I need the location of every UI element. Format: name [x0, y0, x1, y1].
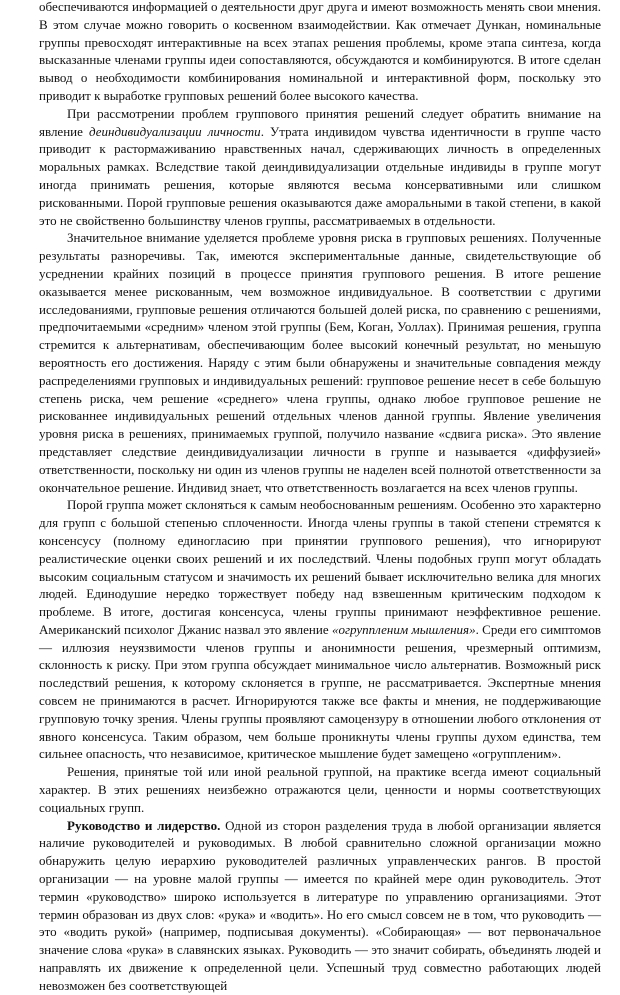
paragraph-5-text: Решения, принятые той или иной реальной группой, на практике всегда имеют социальный характер. В этих решениях неизбежно отражаются цели, ценности и нормы соответствующих социальных групп. [39, 764, 601, 815]
term-deindividualization: деиндивидуализации личности [89, 123, 261, 139]
paragraph-2 [39, 105, 601, 230]
paragraph-1-text: обеспечиваются информацией о деятельности друг друга и имеют возможность менять свои мнения. В этом случае можно говорить о косвенном взаимодействии. Как отмечает Дункан, номинальные группы превосходят интерактивные на всех этапах решения проблемы, кроме этапа синтеза, когда высказанные членами группы идеи сопоставляются, обсуждаются и комбинируются. В итоге сделан вывод о необходимости комбинирования номинальной и интерактивной форм, поскольку это приводит к выработке групповых решений более высокого качества. [39, 0, 601, 103]
paragraph-4 [39, 496, 601, 763]
term-groupthink: «огруппленим мышления» [331, 621, 476, 637]
paragraph-3 [39, 229, 601, 496]
paragraph-4-text-b: . Среди его симптомов — иллюзия неуязвимости членов группы и анонимности решения, чрезмерный оптимизм, склонность к риску. При этом группа обсуждает минимальное число альтернатив. Возможный риск последствий решения, к которому склоняется в группе, не рассматривается. Экспертные мнения совсем не принимаются в расчет. Игнорируются также все факты и мнения, не поддерживающие групповую точку зрения. Члены группы проявляют самоцензуру в отношении любого отклонения от явного консенсуса. Таким образом, чем больше проникнуты члены группы духом единства, тем сильнее опасность, что независимое, критическое мышление будет замещено «огруппленим». [39, 621, 601, 762]
paragraph-2-text-b: . Утрата индивидом чувства идентичности в группе часто приводит к растормаживанию нравственных начал, сдерживающих личность в определенных моральных рамках. Вследствие такой деиндивидуализации отдельные индивиды в группе могут иногда принимать решения, которые являются весьма консервативными или слишком рискованными. Порой групповые решения оказываются даже аморальными в такой степени, в какой это не свойственно большинству членов группы, рассматриваемых в отдельности. [39, 123, 601, 228]
paragraph-1 [39, 0, 601, 105]
paragraph-6-text: Одной из сторон разделения труда в любой организации является наличие руководителей и руководимых. В любой сравнительно сложной организации можно обнаружить целую иерархию руководителей различных управленческих рангов. В простой организации — на уровне малой группы — имеется по крайней мере один руководитель. Этот термин «руководство» широко используется в литературе по управлению организациями. Этот термин образован из двух слов: «рука» и «водить». Но его смысл совсем не в том, что руководить — это «водить рукой» (например, подписывая документы). «Собирающая» — вот первоначальное значение слова «рука» в славянских языках. Руководить — это значит собирать, объединять людей и направлять их движение к определенной цели. Успешный труд совместно работающих людей невозможен без соответствующей [39, 817, 601, 993]
paragraph-6 [39, 817, 601, 995]
paragraph-3-text: Значительное внимание уделяется проблеме уровня риска в групповых решениях. Полученные результаты разноречивы. Так, имеются экспериментальные данные, свидетельствующие об усреднении крайних позиций в процессе принятия группового решения. В итоге решение оказывается менее рискованным, чем возможное индивидуальное. В соответствии с другими исследованиями, групповые решения отличаются большей долей риска, по сравнению с решениями, предпочитаемыми «средним» членом этой группы (Бем, Коган, Уоллах). Принимая решения, группа стремится к альтернативам, обеспечивающим более высокий конечный результат, но меньшую вероятность его достижения. Наряду с этим были обнаружены и значительные совпадения между распределениями групповых и индивидуальных решений: групповое решение несет в себе большую степень риска, чем решение «среднего» члена группы, однако любое групповое решение не рискованнее индивидуальных решений отдельных членов данной группы. Явление увеличения уровня риска в решениях, принимаемых группой, получило название «сдвига риска». Это явление представляет следствие деиндивидуализации личности в группе и называется «диффузией» ответственности, поскольку ни один из членов группы не наделен всей полнотой ответственности за окончательное решение. Индивид знает, что ответственность возлагается на всех членов группы. [39, 230, 601, 495]
paragraph-4-text-a: Порой группа может склоняться к самым необоснованным решениям. Особенно это характерно для групп с большой степенью сплоченности. Иногда члены группы в такой степени стремятся к консенсусу (полному единогласию при принятии группового решения), что игнорируют реалистические оценки своих решений и их последствий. Члены подобных групп могут обладать высоким социальным статусом и значимость их решений бывает исключительно велика для многих людей. Единодушие нередко торжествует победу над взвешенным критическим подходом к проблеме. В итоге, достигая консенсуса, члены группы принимают неэффективное решение. Американский психолог Джанис назвал это явление [39, 497, 601, 637]
section-heading-leadership: Руководство и лидерство. [67, 817, 221, 833]
paragraph-5 [39, 763, 601, 816]
paragraph-2-text-a: При рассмотрении проблем группового принятия решений следует обратить внимание на явление [39, 105, 601, 139]
